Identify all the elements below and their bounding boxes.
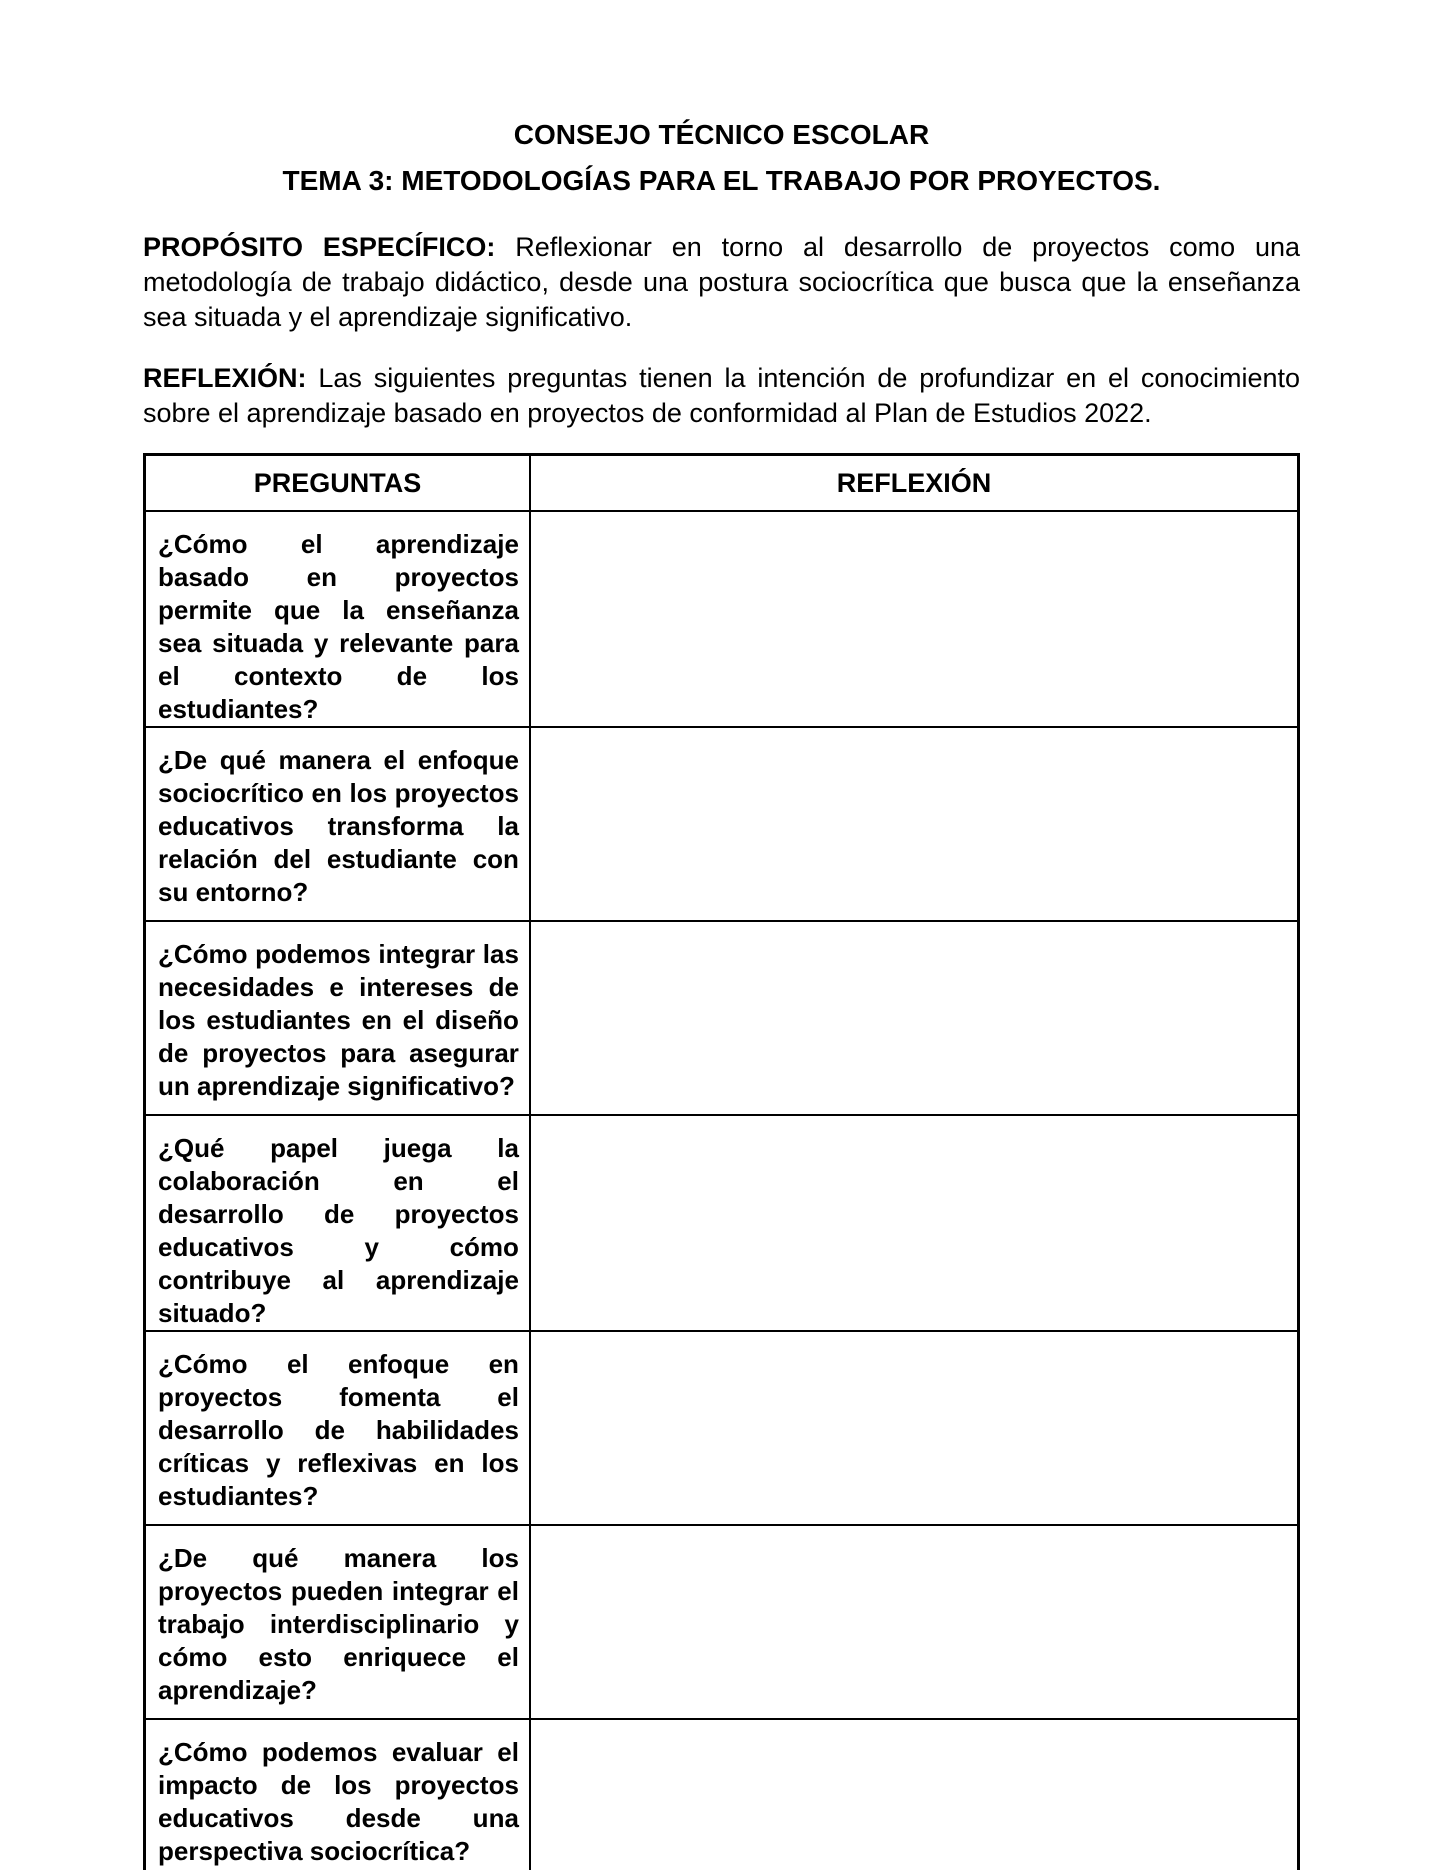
reflexion-cell <box>530 1115 1299 1331</box>
proposito-paragraph <box>143 230 1300 335</box>
reflexion-cell <box>530 1331 1299 1525</box>
reflexion-cell <box>530 511 1299 727</box>
table-row <box>145 1525 1299 1719</box>
pregunta-cell: ¿De qué manera el enfoque sociocrítico en los proyectos educativos transforma la relación del estudiante con su entorno? <box>145 727 530 921</box>
table-row <box>145 511 1299 727</box>
table-row <box>145 1331 1299 1525</box>
pregunta-cell: ¿Cómo podemos integrar las necesidades e intereses de los estudiantes en el diseño de proyectos para asegurar un aprendizaje significativo? <box>145 921 530 1115</box>
pregunta-cell: ¿Cómo el aprendizaje basado en proyectos permite que la enseñanza sea situada y relevante para el contexto de los estudiantes? <box>145 511 530 727</box>
reflexion-text: Las siguientes preguntas tienen la intención de profundizar en el conocimiento sobre el aprendizaje basado en proyectos de conformidad al Plan de Estudios 2022. <box>143 363 1300 428</box>
reflection-table <box>143 453 1300 1870</box>
pregunta-cell: ¿Cómo el enfoque en proyectos fomenta el desarrollo de habilidades críticas y reflexivas en los estudiantes? <box>145 1331 530 1525</box>
column-header-reflexion: REFLEXIÓN <box>530 455 1299 512</box>
proposito-text: Reflexionar en torno al desarrollo de proyectos como una metodología de trabajo didáctico, desde una postura sociocrítica que busca que la enseñanza sea situada y el aprendizaje significativo. <box>143 232 1300 332</box>
column-header-preguntas: PREGUNTAS <box>145 455 530 512</box>
pregunta-cell: ¿Cómo podemos evaluar el impacto de los proyectos educativos desde una perspectiva sociocrítica? <box>145 1719 530 1870</box>
reflexion-paragraph <box>143 361 1300 431</box>
table-row <box>145 921 1299 1115</box>
table-row <box>145 727 1299 921</box>
reflexion-cell <box>530 1719 1299 1870</box>
reflexion-label: REFLEXIÓN: <box>143 363 307 393</box>
document-title <box>143 112 1300 204</box>
table-row <box>145 1719 1299 1870</box>
title-line-2: TEMA 3: METODOLOGÍAS PARA EL TRABAJO POR PROYECTOS. <box>282 165 1161 196</box>
reflexion-cell <box>530 921 1299 1115</box>
reflexion-cell <box>530 1525 1299 1719</box>
title-line-1: CONSEJO TÉCNICO ESCOLAR <box>513 119 930 150</box>
pregunta-cell: ¿Qué papel juega la colaboración en el desarrollo de proyectos educativos y cómo contribuye al aprendizaje situado? <box>145 1115 530 1331</box>
table-header-row <box>145 455 1299 512</box>
pregunta-cell: ¿De qué manera los proyectos pueden integrar el trabajo interdisciplinario y cómo esto enriquece el aprendizaje? <box>145 1525 530 1719</box>
proposito-label: PROPÓSITO ESPECÍFICO: <box>143 232 496 262</box>
table-row <box>145 1115 1299 1331</box>
reflexion-cell <box>530 727 1299 921</box>
